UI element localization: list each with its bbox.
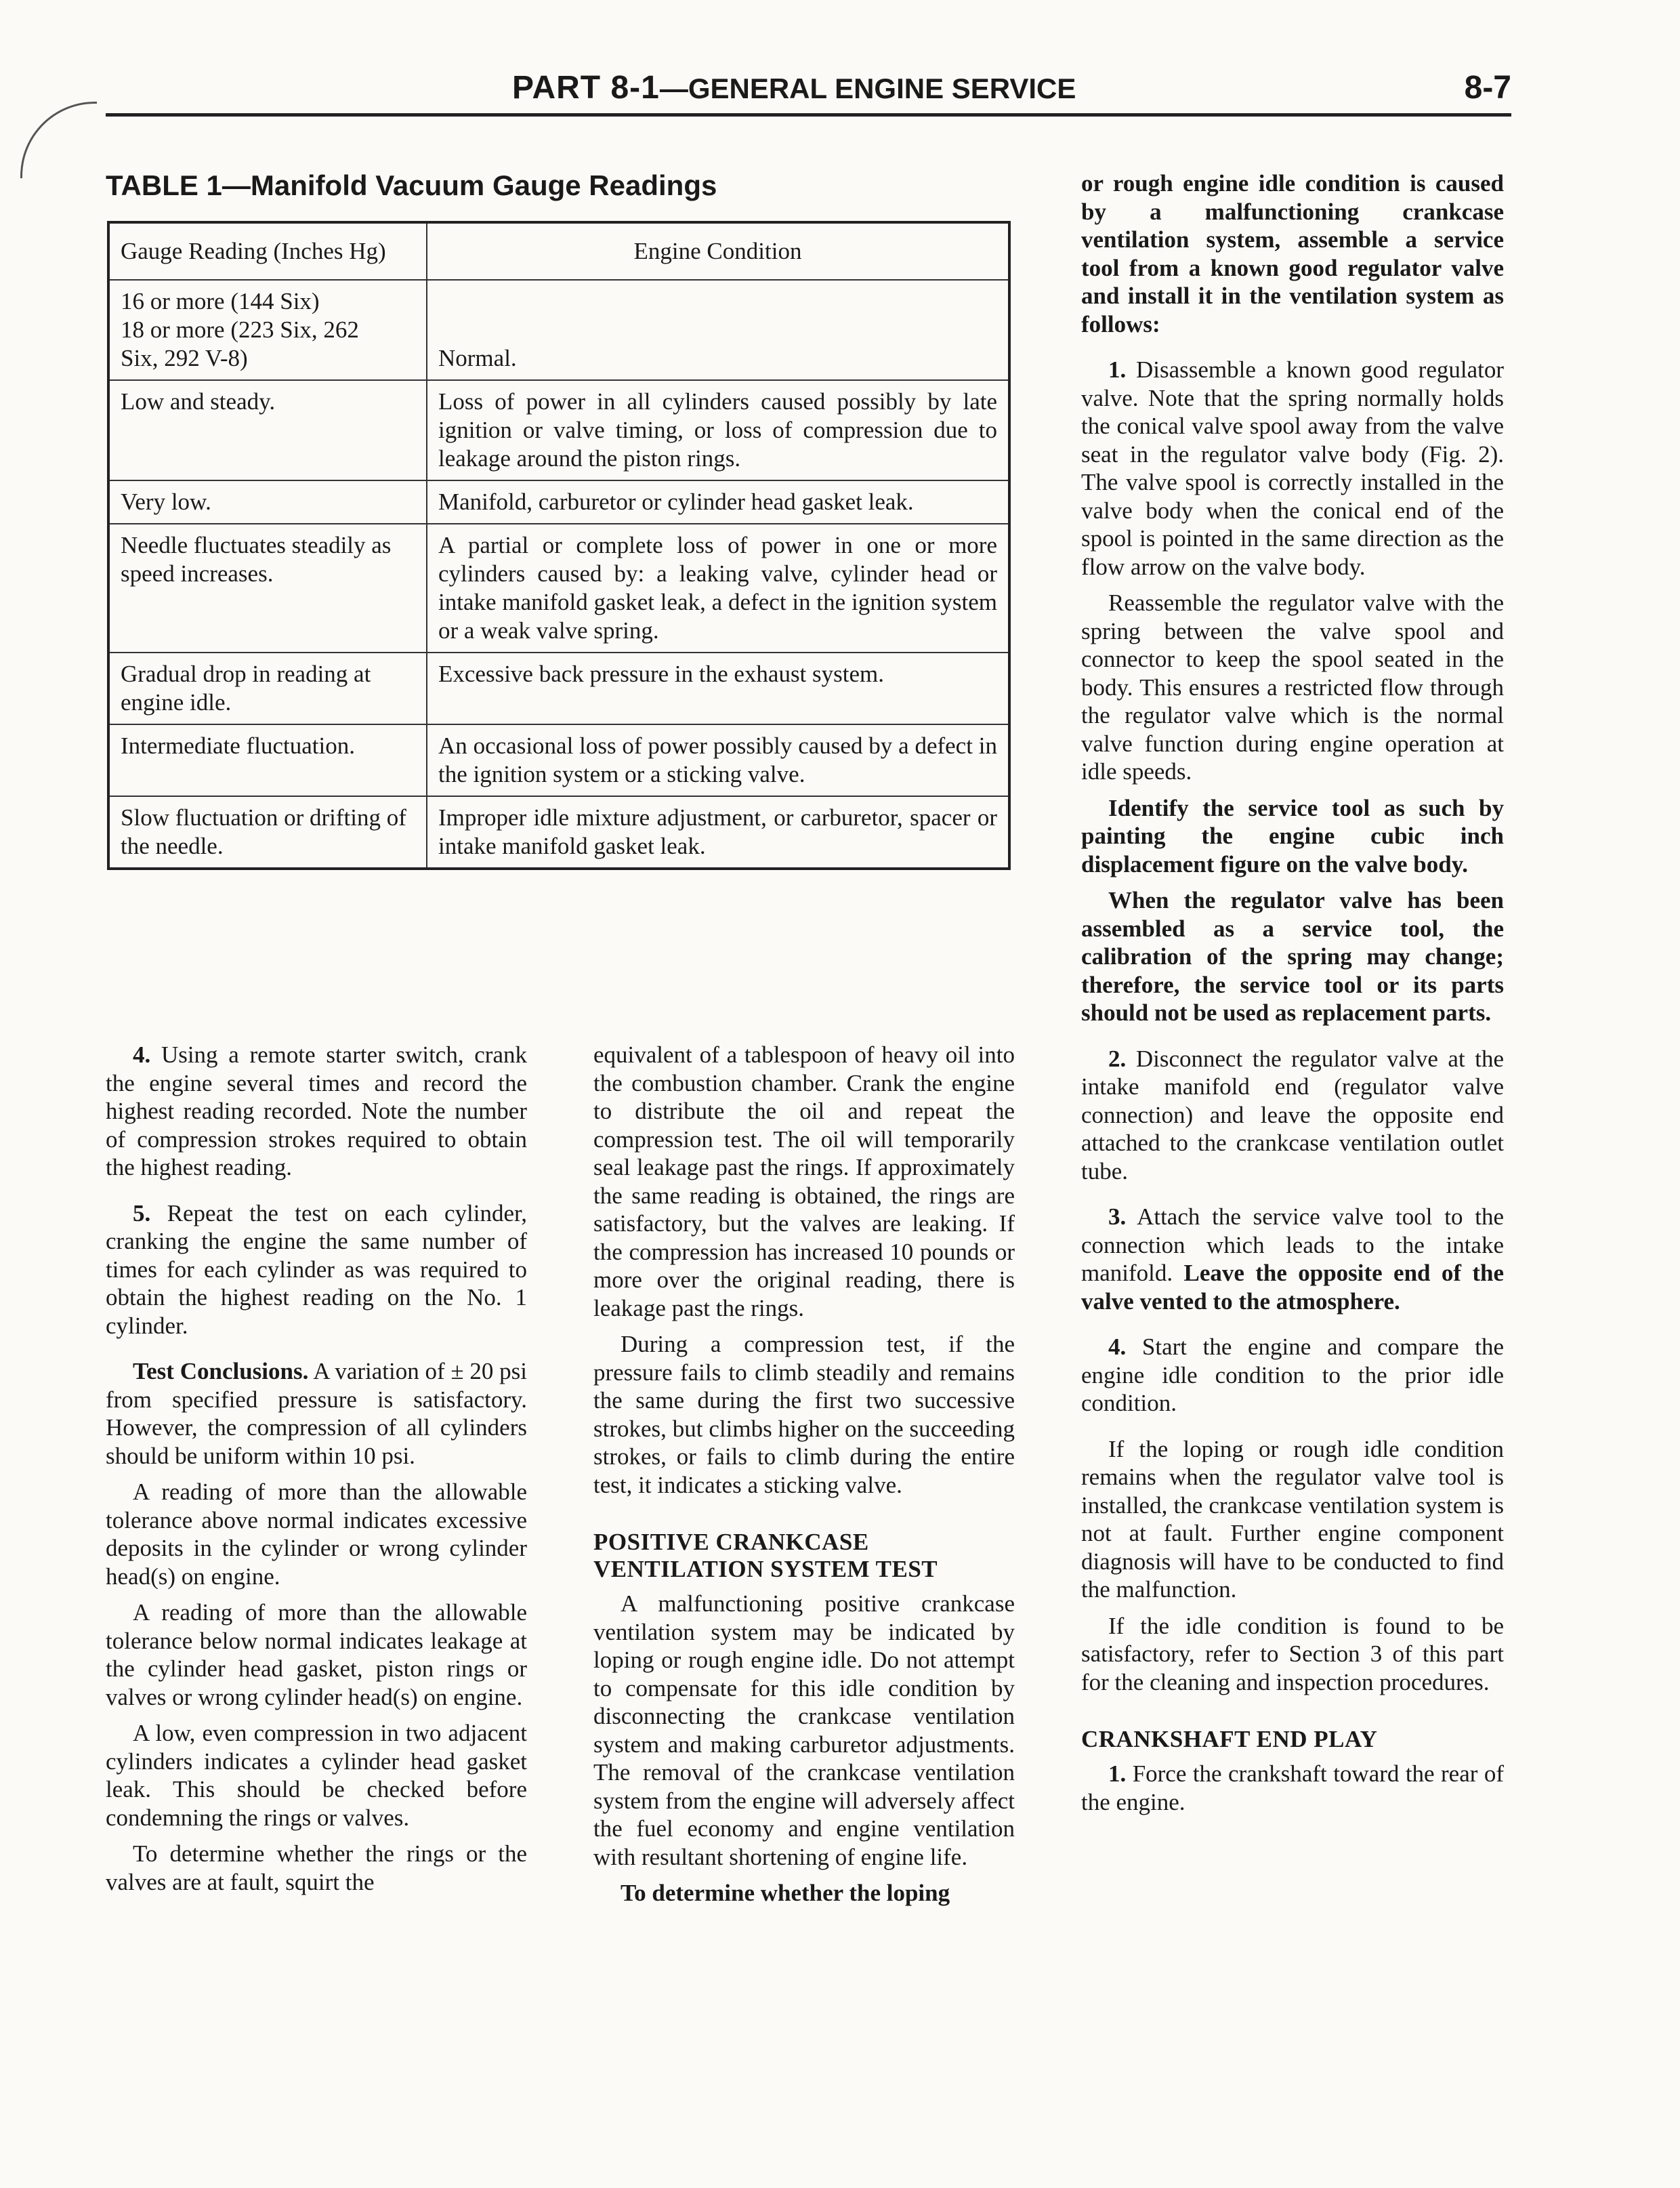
step-text-bold: Leave the opposite end of the valve vented to the atmosphere. [1081,1260,1504,1315]
pcv-step-3 [1081,1203,1504,1315]
compression-step-4 [106,1041,527,1182]
header-rule [106,113,1511,117]
table-header-row [108,222,1009,280]
test-conclusions-text: A variation of ± 20 psi from specified pressure is satisfactory. However, the compression of all cylinders should be uniform within 10 psi. [106,1358,527,1469]
end-play-step-1 [1081,1760,1504,1816]
step-text: Disassemble a known good regulator valve. Note that the spring normally holds the conical valve spool away from the valve seat in the regulator valve body (Fig. 2). The valve spool is correctly installed in the valve body when the conical end of the spool is pointed in the same direction as the flow arrow on the valve body. [1081,356,1505,580]
pcv-step-1 [1081,356,1504,581]
test-conclusions-label: Test Conclusions. [133,1358,309,1384]
pcv-step-4 [1081,1333,1504,1418]
table-header-cell: Engine Condition [427,222,1009,280]
test-conclusions-paragraph [106,1357,527,1470]
table-header-cell: Gauge Reading (Inches Hg) [108,222,427,280]
condition-cell: Excessive back pressure in the exhaust system. [427,653,1009,724]
step-text: Force the crankshaft toward the rear of the engine. [1081,1760,1504,1815]
reading-cell: Slow fluctuation or drifting of the needle. [108,796,427,869]
header-section-title: GENERAL ENGINE SERVICE [688,73,1076,104]
condition-cell: Improper idle mixture adjustment, or carburetor, spacer or intake manifold gasket leak. [427,796,1009,869]
step-number: 4. [133,1041,151,1068]
paragraph-loping-start: To determine whether the loping [621,1880,950,1906]
table-row [108,524,1009,653]
paragraph-pcv-intro: A malfunctioning positive crankcase ventilation system may be indicated by loping or rough engine idle. Do not attempt to compensate for this idle condition by disconnecting the crankcase ventilation system and making carburetor adjustments. The removal of the crankcase ventilation system from the engine will adversely affect the fuel economy and engine ventilation with resultant shortening of engine life. [593,1590,1015,1870]
left-text-column [106,1041,527,1904]
table-title: TABLE 1—Manifold Vacuum Gauge Readings [106,169,717,201]
page-corner-mark [20,102,97,178]
condition-cell: An occasional loss of power possibly caused by a defect in the ignition system or a sticking valve. [427,724,1009,796]
compression-step-5 [106,1199,527,1340]
table-row [108,280,1009,380]
step-text: Using a remote starter switch, crank the engine several times and record the highest reading recorded. Note the number of compression strokes required to obtain the highest reading. [106,1041,527,1180]
step-number: 1. [1108,356,1127,383]
paragraph-rough-idle: or rough engine idle condition is caused by a malfunctioning crankcase ventilation system, assemble a service tool from a known good regulator valve and install it in the ventilation system as follows: [1081,170,1504,337]
step-number: 5. [133,1199,151,1226]
middle-text-column [593,1041,1015,1916]
paragraph-identify-tool: Identify the service tool as such by painting the engine cubic inch displacement figure on the valve body. [1081,794,1504,878]
reading-cell: Intermediate fluctuation. [108,724,427,796]
table-row [108,480,1009,524]
paragraph-determine-fault: To determine whether the rings or the valves are at fault, squirt the [106,1840,527,1895]
paragraph-reassemble: Reassemble the regulator valve with the spring between the valve spool and connector to keep the spool seated in the body. This ensures a restricted flow through the regulator valve which is the normal valve function during engine operation at idle speeds. [1081,590,1504,785]
section-heading-pcv-test: POSITIVE CRANKCASE VENTILATION SYSTEM TEST [593,1529,938,1582]
step-text: Disconnect the regulator valve at the intake manifold end (regulator valve connection) and leave the opposite end attached to the crankcase ventilation outlet tube. [1081,1045,1505,1184]
condition-cell: A partial or complete loss of power in one or more cylinders caused by: a leaking valve, cylinder head or intake manifold gasket leak, a defect in the ignition system or a weak valve spring. [427,524,1009,653]
table-row [108,653,1009,724]
paragraph-sticking-valve: During a compression test, if the pressure fails to climb steadily and remains the same during the first two successive strokes, but climbs higher on the succeeding strokes, or fails to climb during the entire test, it indicates a sticking valve. [593,1331,1015,1498]
step-number: 4. [1108,1334,1127,1360]
reading-line: 16 or more (144 Six) [121,288,320,314]
table-row [108,380,1009,480]
vacuum-gauge-table [107,221,1011,870]
section-heading-crankshaft-end-play: CRANKSHAFT END PLAY [1081,1726,1378,1752]
step-number: 3. [1108,1203,1127,1230]
reading-line: 18 or more (223 Six, 262 [121,316,359,343]
paragraph-satisfactory: If the idle condition is found to be satisfactory, refer to Section 3 of this part for the cleaning and inspection procedures. [1081,1612,1504,1695]
condition-cell: Manifold, carburetor or cylinder head gasket leak. [427,480,1009,524]
table-row [108,724,1009,796]
condition-cell: Loss of power in all cylinders caused possibly by late ignition or valve timing, or loss of compression due to leakage around the piston rings. [427,380,1009,480]
paragraph-above-tolerance: A reading of more than the allowable tolerance above normal indicates excessive deposits in the cylinder or wrong cylinder head(s) on engine. [106,1479,527,1590]
header-part: PART 8-1 [512,70,660,106]
step-text: Start the engine and compare the engine idle condition to the prior idle condition. [1081,1334,1505,1416]
step-text: Attach the service valve tool to the connection which leads to the intake manifold. [1081,1203,1504,1286]
right-text-column [1081,169,1504,1834]
reading-cell: Very low. [108,480,427,524]
reading-cell: Low and steady. [108,380,427,480]
reading-cell [108,280,427,380]
condition-cell: Normal. [427,280,1009,380]
paragraph-calibration-warning: When the regulator valve has been assembled as a service tool, the calibration of the spring may change; therefore, the service tool or its parts should not be used as replacement parts. [1081,887,1504,1026]
header-title: PART 8-1—GENERAL ENGINE SERVICE [512,70,1076,106]
reading-line: Six, 292 V-8) [121,345,248,371]
reading-cell: Gradual drop in reading at engine idle. [108,653,427,724]
step-text: Repeat the test on each cylinder, cranking the engine the same number of times for each cylinder as was required to obtain the highest reading on the No. 1 cylinder. [106,1199,528,1339]
paragraph-low-compression: A low, even compression in two adjacent cylinders indicates a cylinder head gasket leak. This should be checked before condemning the rings or valves. [106,1720,527,1831]
pcv-step-2 [1081,1045,1504,1186]
paragraph-not-at-fault: If the loping or rough idle condition remains when the regulator valve tool is installed, the crankcase ventilation system is not at fault. Further engine component diagnosis will have to be conducted to find the malfunction. [1081,1435,1504,1603]
paragraph-below-tolerance: A reading of more than the allowable tolerance below normal indicates leakage at the cylinder head gasket, piston rings or valves or wrong cylinder head(s) on engine. [106,1599,527,1710]
page-header [106,65,1511,117]
step-number: 1. [1108,1760,1127,1787]
reading-cell: Needle fluctuates steadily as speed increases. [108,524,427,653]
page-number: 8-7 [1464,70,1511,106]
table-row [108,796,1009,869]
paragraph-oil-test: equivalent of a tablespoon of heavy oil into the combustion chamber. Crank the engine to distribute the oil and repeat the compression test. The oil will temporarily seal leakage past the rings. If approximately the same reading is obtained, the rings are satisfactory, but the valves are leaking. If the compression has increased 10 pounds or more over the original reading, there is leakage past the rings. [593,1041,1015,1321]
step-number: 2. [1108,1045,1127,1072]
